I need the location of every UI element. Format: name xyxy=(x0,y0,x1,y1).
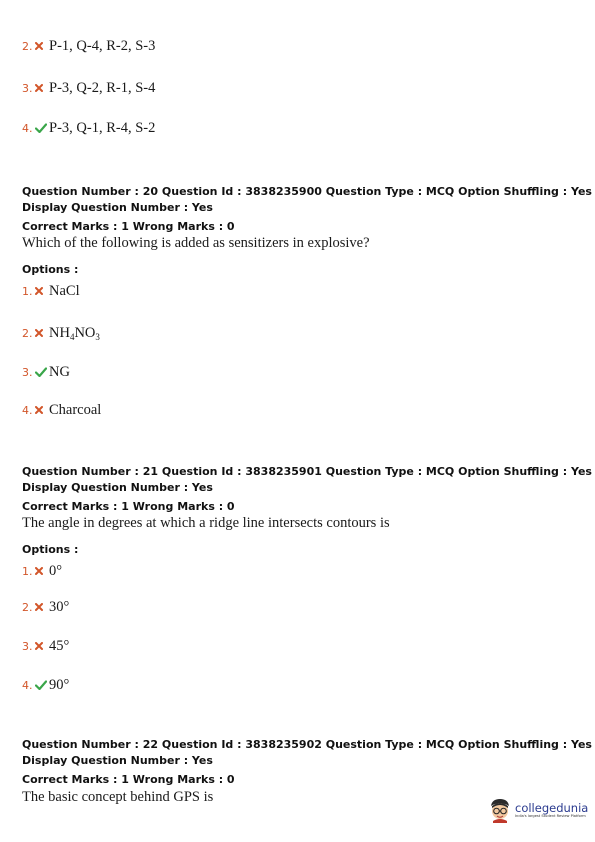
option-row xyxy=(22,637,69,655)
wrong-icon xyxy=(35,84,48,92)
wrong-icon xyxy=(35,42,48,50)
option-number: 3. xyxy=(22,639,33,653)
option-number: 2. xyxy=(22,600,33,614)
check-icon xyxy=(35,680,48,690)
option-number: 4. xyxy=(22,121,33,135)
options-label: Options : xyxy=(22,543,79,556)
wrong-icon xyxy=(35,287,48,295)
question-header: Question Number : 20 Question Id : 3838235900 Question Type : MCQ Option Shuffling : Yes xyxy=(22,185,592,198)
display-question-number: Display Question Number : Yes xyxy=(22,481,213,494)
option-row xyxy=(22,324,100,342)
option-text: P-1, Q-4, R-2, S-3 xyxy=(49,37,156,54)
formula-part: NO xyxy=(74,324,96,341)
option-text: NaCl xyxy=(49,282,80,299)
option-number: 3. xyxy=(22,81,33,95)
brand-tagline: India's largest Student Review Platform xyxy=(515,813,586,818)
option-number: 3. xyxy=(22,365,33,379)
option-text: 30° xyxy=(49,598,70,615)
option-number: 2. xyxy=(22,326,33,340)
mascot-icon xyxy=(488,797,512,823)
wrong-icon xyxy=(35,406,48,414)
option-row xyxy=(22,363,70,381)
question-text: The basic concept behind GPS is xyxy=(22,789,214,805)
option-text: Charcoal xyxy=(49,401,102,418)
option-text: P-3, Q-1, R-4, S-2 xyxy=(49,119,156,136)
brand-name: collegedunia xyxy=(515,800,589,815)
collegedunia-logo xyxy=(488,797,588,823)
formula-subscript: 4 xyxy=(69,331,75,342)
wrong-icon xyxy=(35,642,48,650)
option-row xyxy=(22,676,69,694)
option-number: 1. xyxy=(22,564,33,578)
option-number: 1. xyxy=(22,284,33,298)
option-text-formula xyxy=(49,325,100,342)
option-number: 4. xyxy=(22,678,33,692)
formula-subscript: 3 xyxy=(95,331,100,342)
option-text: P-3, Q-2, R-1, S-4 xyxy=(49,79,156,96)
wrong-icon xyxy=(35,329,48,337)
options-label: Options : xyxy=(22,263,79,276)
question-header: Question Number : 22 Question Id : 3838235902 Question Type : MCQ Option Shuffling : Yes xyxy=(22,738,592,751)
option-number: 4. xyxy=(22,403,33,417)
marks-info: Correct Marks : 1 Wrong Marks : 0 xyxy=(22,220,235,233)
marks-info: Correct Marks : 1 Wrong Marks : 0 xyxy=(22,500,235,513)
display-question-number: Display Question Number : Yes xyxy=(22,754,213,767)
display-question-number: Display Question Number : Yes xyxy=(22,201,213,214)
wrong-icon xyxy=(35,603,48,611)
option-row xyxy=(22,598,69,616)
option-row xyxy=(22,282,80,300)
option-row xyxy=(22,401,101,419)
option-text: NG xyxy=(49,363,70,380)
question-header: Question Number : 21 Question Id : 3838235901 Question Type : MCQ Option Shuffling : Yes xyxy=(22,465,592,478)
question-text: The angle in degrees at which a ridge line intersects contours is xyxy=(22,515,390,531)
option-row xyxy=(22,79,155,97)
option-number: 2. xyxy=(22,39,33,53)
option-row xyxy=(22,119,155,137)
option-text: 90° xyxy=(49,676,70,693)
option-text: 45° xyxy=(49,637,70,654)
marks-info: Correct Marks : 1 Wrong Marks : 0 xyxy=(22,773,235,786)
option-row xyxy=(22,562,62,580)
question-text: Which of the following is added as sensitizers in explosive? xyxy=(22,235,370,251)
logo-text xyxy=(515,802,588,819)
option-text: 0° xyxy=(49,562,63,579)
check-icon xyxy=(35,123,48,133)
wrong-icon xyxy=(35,567,48,575)
formula-part: NH xyxy=(49,324,70,341)
option-row xyxy=(22,37,155,55)
check-icon xyxy=(35,367,48,377)
